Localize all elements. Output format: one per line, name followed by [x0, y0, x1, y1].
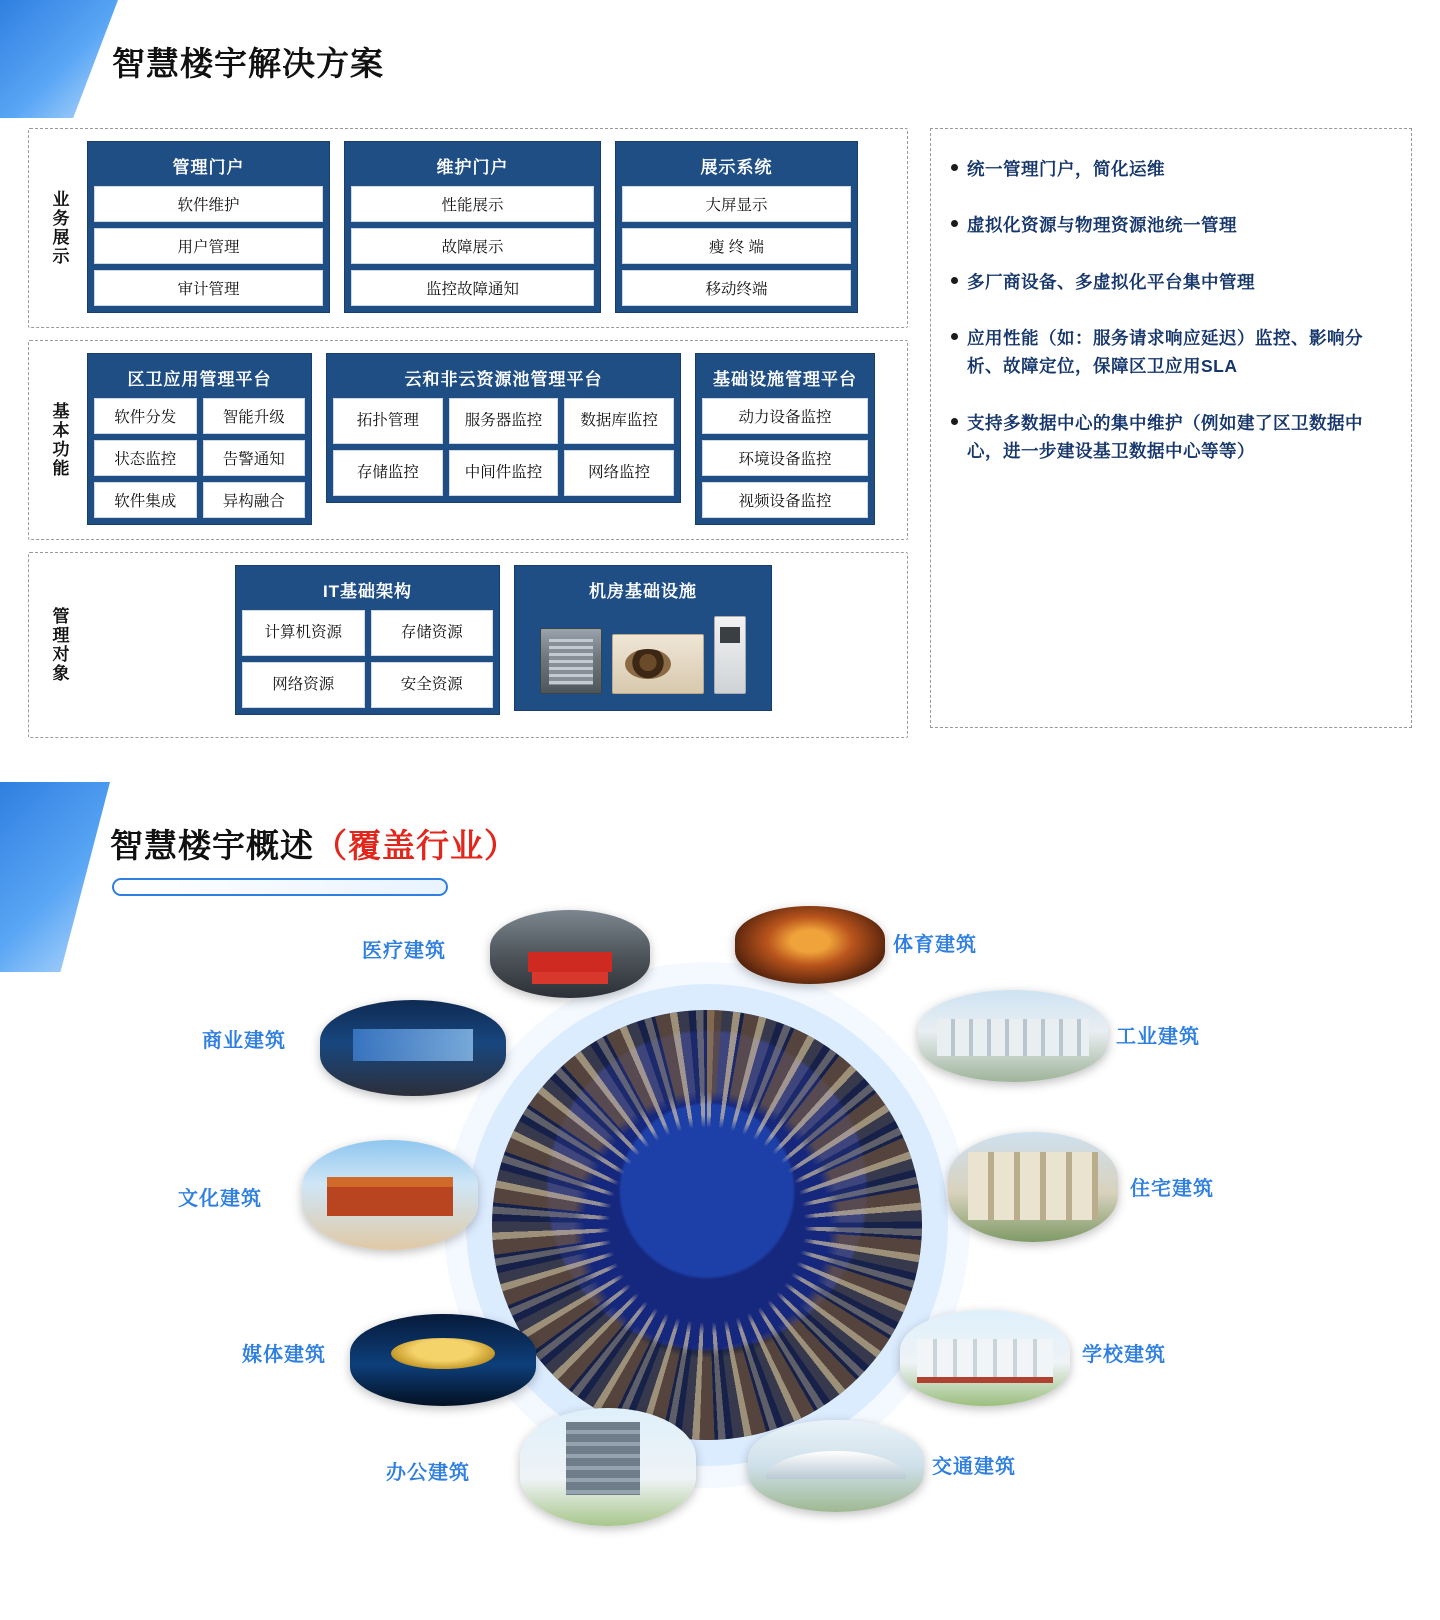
node-transport[interactable]: [748, 1420, 1016, 1512]
card-item[interactable]: 故障展示: [351, 228, 594, 264]
school-photo: [900, 1310, 1070, 1406]
card-item[interactable]: 安全资源: [371, 662, 494, 708]
bullet-dot-icon: [951, 155, 967, 183]
node-school[interactable]: [900, 1310, 1166, 1406]
node-residential[interactable]: [948, 1132, 1214, 1242]
card-item[interactable]: 网络资源: [242, 662, 365, 708]
node-label: 体育建筑: [893, 934, 977, 956]
card-item[interactable]: 计算机资源: [242, 610, 365, 656]
node-label: 交通建筑: [932, 1456, 1016, 1478]
card-item[interactable]: 数据库监控: [564, 398, 674, 444]
industry-coverage-diagram: [0, 900, 1440, 1600]
benefit-item: [951, 268, 1389, 296]
card-item[interactable]: 性能展示: [351, 186, 594, 222]
card-item[interactable]: 存储资源: [371, 610, 494, 656]
card-app-management-platform[interactable]: [87, 353, 312, 525]
band-label-business: 业务展示: [49, 190, 69, 266]
benefit-item: [951, 324, 1389, 381]
bullet-dot-icon: [951, 324, 967, 381]
benefits-panel: [930, 128, 1412, 728]
card-item[interactable]: 智能升级: [203, 398, 306, 434]
card-item[interactable]: 视频设备监控: [702, 482, 868, 518]
card-title: 展示系统: [700, 158, 773, 177]
section2-title-sub: （覆盖行业）: [314, 827, 518, 864]
node-label: 学校建筑: [1082, 1344, 1166, 1366]
node-industrial[interactable]: [918, 990, 1200, 1082]
section2-title-main: 智慧楼宇概述: [110, 827, 314, 864]
node-label: 文化建筑: [178, 1188, 262, 1210]
card-item[interactable]: 大屏显示: [622, 186, 851, 222]
card-maintenance-portal[interactable]: [344, 141, 601, 313]
card-item[interactable]: 移动终端: [622, 270, 851, 306]
band-business-display: [28, 128, 908, 328]
card-item[interactable]: 服务器监控: [449, 398, 559, 444]
node-commercial[interactable]: [202, 1000, 506, 1096]
node-label: 工业建筑: [1116, 1026, 1200, 1048]
node-label: 媒体建筑: [242, 1344, 326, 1366]
card-management-portal[interactable]: [87, 141, 330, 313]
card-display-system[interactable]: [615, 141, 858, 313]
card-item[interactable]: 中间件监控: [449, 450, 559, 496]
card-item[interactable]: 瘦 终 端: [622, 228, 851, 264]
card-machine-room-infrastructure[interactable]: [514, 565, 772, 711]
ups-battery-icon: [612, 634, 704, 694]
node-label: 商业建筑: [202, 1030, 286, 1052]
benefit-text: 虚拟化资源与物理资源池统一管理: [967, 215, 1237, 236]
corner-ribbon-top: [0, 0, 118, 118]
card-title: 基础设施管理平台: [713, 370, 857, 389]
city-globe-image: [492, 1010, 922, 1440]
benefit-text: 支持多数据中心的集中维护（例如建了区卫数据中心，进一步建设基卫数据中心等等）: [967, 412, 1363, 462]
card-cloud-resource-pool-platform[interactable]: [326, 353, 681, 503]
card-infrastructure-platform[interactable]: [695, 353, 875, 525]
card-title: IT基础架构: [322, 582, 413, 601]
business-mall-photo: [320, 1000, 506, 1096]
residential-photo: [948, 1132, 1118, 1242]
card-item[interactable]: 异构融合: [203, 482, 306, 518]
culture-palace-photo: [302, 1140, 478, 1250]
card-item[interactable]: 环境设备监控: [702, 440, 868, 476]
benefit-item: [951, 155, 1389, 183]
node-culture[interactable]: [178, 1140, 478, 1250]
stadium-photo: [735, 906, 885, 984]
media-center-photo: [350, 1314, 536, 1406]
node-label: 医疗建筑: [362, 940, 446, 962]
precision-ac-icon: [714, 616, 746, 694]
benefit-text: 应用性能（如：服务请求响应延迟）监控、影响分析、故障定位，保障区卫应用SLA: [967, 328, 1363, 377]
card-title: 云和非云资源池管理平台: [404, 370, 603, 389]
card-item[interactable]: 存储监控: [333, 450, 443, 496]
band-managed-objects: [28, 552, 908, 738]
node-label: 住宅建筑: [1130, 1178, 1214, 1200]
architecture-diagram: [28, 128, 908, 750]
section2-title: [110, 820, 518, 867]
node-sports[interactable]: [735, 906, 977, 984]
card-item[interactable]: 软件分发: [94, 398, 197, 434]
hospital-photo: [490, 910, 650, 998]
card-title: 管理门户: [172, 158, 245, 177]
card-title: 维护门户: [436, 158, 509, 177]
benefit-text: 统一管理门户，简化运维: [967, 159, 1165, 179]
bullet-dot-icon: [951, 211, 967, 239]
card-item[interactable]: 告警通知: [203, 440, 306, 476]
band-label-basic: 基本功能: [49, 402, 69, 478]
card-item[interactable]: 拓扑管理: [333, 398, 443, 444]
bullet-dot-icon: [951, 268, 967, 296]
card-item[interactable]: 用户管理: [94, 228, 323, 264]
band-label-managed: 管理对象: [49, 607, 69, 683]
benefit-text: 多厂商设备、多虚拟化平台集中管理: [967, 271, 1255, 292]
bullet-dot-icon: [951, 409, 967, 466]
card-item[interactable]: 状态监控: [94, 440, 197, 476]
card-item[interactable]: 软件维护: [94, 186, 323, 222]
card-item[interactable]: 软件集成: [94, 482, 197, 518]
industrial-plant-photo: [918, 990, 1108, 1082]
title-underline-bar: [112, 878, 448, 896]
node-media[interactable]: [242, 1314, 536, 1406]
card-it-infrastructure[interactable]: [235, 565, 500, 715]
card-title: 区卫应用管理平台: [127, 370, 272, 389]
benefit-item: [951, 211, 1389, 239]
card-item[interactable]: 监控故障通知: [351, 270, 594, 306]
band-basic-function: [28, 340, 908, 540]
node-medical[interactable]: [362, 910, 650, 998]
node-office[interactable]: [386, 1408, 696, 1526]
card-item[interactable]: 审计管理: [94, 270, 323, 306]
machine-room-illustrations: [521, 610, 765, 704]
card-item[interactable]: 动力设备监控: [702, 398, 868, 434]
card-item[interactable]: 网络监控: [564, 450, 674, 496]
office-photo: [520, 1408, 696, 1526]
benefit-item: [951, 409, 1389, 466]
transport-hub-photo: [748, 1420, 924, 1512]
node-label: 办公建筑: [386, 1462, 470, 1484]
server-rack-icon: [540, 628, 602, 694]
section1-title: 智慧楼宇解决方案: [112, 45, 384, 82]
card-title: 机房基础设施: [589, 582, 697, 601]
